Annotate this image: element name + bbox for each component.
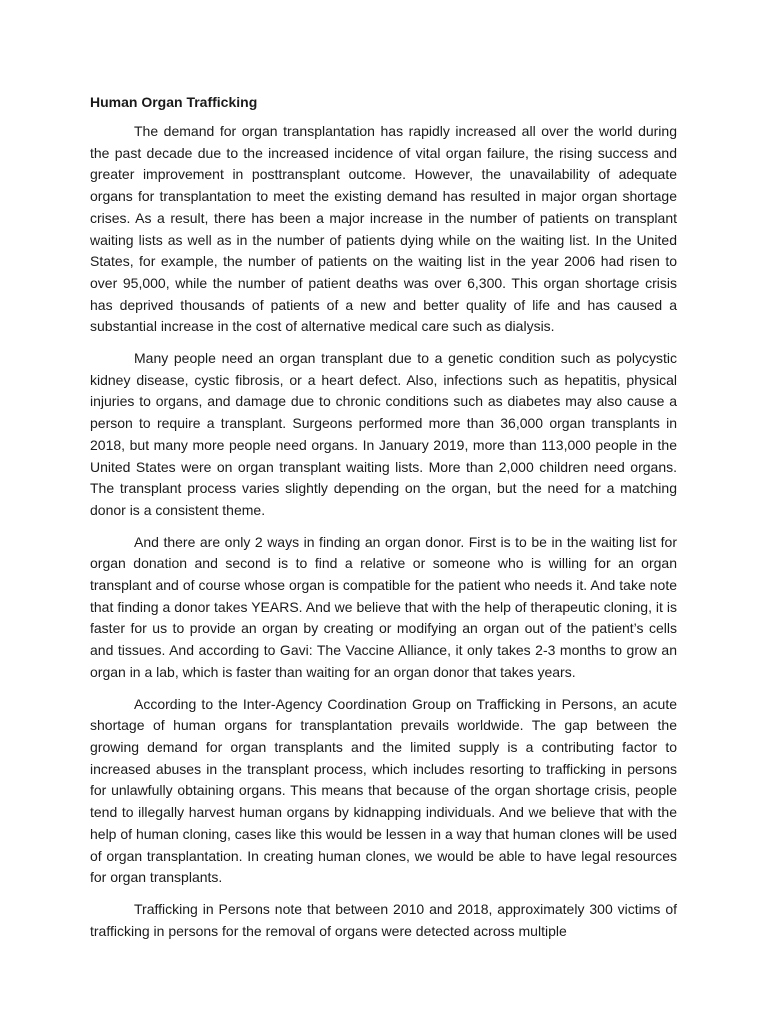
document-page [90, 92, 677, 952]
paragraph-organ-trafficking: According to the Inter-Agency Coordination Group on Trafficking in Persons, an acute shortage of human organs for transplantation prevails worldwide. The gap between the growing demand for organ transplants and the limited supply is a contributing factor to increased abuses in the transplant process, which includes resorting to trafficking in persons for unlawfully obtaining organs. This means that because of the organ shortage crisis, people tend to illegally harvest human organs by kidnapping individuals. And we believe that with the help of human cloning, cases like this would be lessen in a way that human clones will be used of organ transplantation. In creating human clones, we would be able to have legal resources for organ transplants. [90, 695, 677, 886]
paragraph-organ-demand: The demand for organ transplantation has rapidly increased all over the world during the past decade due to the increased incidence of vital organ failure, the rising success and greater improvement in posttransplant outcome. However, the unavailability of adequate organs for transplantation to meet the existing demand has resulted in major organ shortage crises. As a result, there has been a major increase in the number of patients on transplant waiting lists as well as in the number of patients dying while on the waiting list. In the United States, for example, the number of patients on the waiting list in the year 2006 had risen to over 95,000, while the number of patient deaths was over 6,300. This organ shortage crisis has deprived thousands of patients of a new and better quality of life and has caused a substantial increase in the cost of alternative medical care such as dialysis. [90, 123, 677, 335]
document-title: Human Organ Trafficking [90, 94, 258, 110]
paragraph-transplant-causes: Many people need an organ transplant due to a genetic condition such as polycystic kidney disease, cystic fibrosis, or a heart defect. Also, infections such as hepatitis, physical injuries to organs, and damage due to chronic conditions such as diabetes may also cause a person to require a transplant. Surgeons performed more than 36,000 organ transplants in 2018, but many more people need organs. In January 2019, more than 113,000 people in the United States were on organ transplant waiting lists. More than 2,000 children need organs. The transplant process varies slightly depending on the organ, but the need for a matching donor is a consistent theme. [90, 350, 677, 518]
paragraph-finding-donor: And there are only 2 ways in finding an organ donor. First is to be in the waiting list for organ donation and second is to find a relative or someone who is willing for an organ transplant and of course whose organ is compatible for the patient who needs it. And take note that finding a donor takes YEARS. And we believe that with the help of therapeutic cloning, it is faster for us to provide an organ by creating or modifying an organ out of the patient’s cells and tissues. And according to Gavi: The Vaccine Alliance, it only takes 2-3 months to grow an organ in a lab, which is faster than waiting for an organ donor that takes years. [90, 533, 677, 680]
paragraph-trafficking-victims: Trafficking in Persons note that between 2010 and 2018, approximately 300 victims of trafficking in persons for the removal of organs were detected across multiple [90, 900, 677, 939]
